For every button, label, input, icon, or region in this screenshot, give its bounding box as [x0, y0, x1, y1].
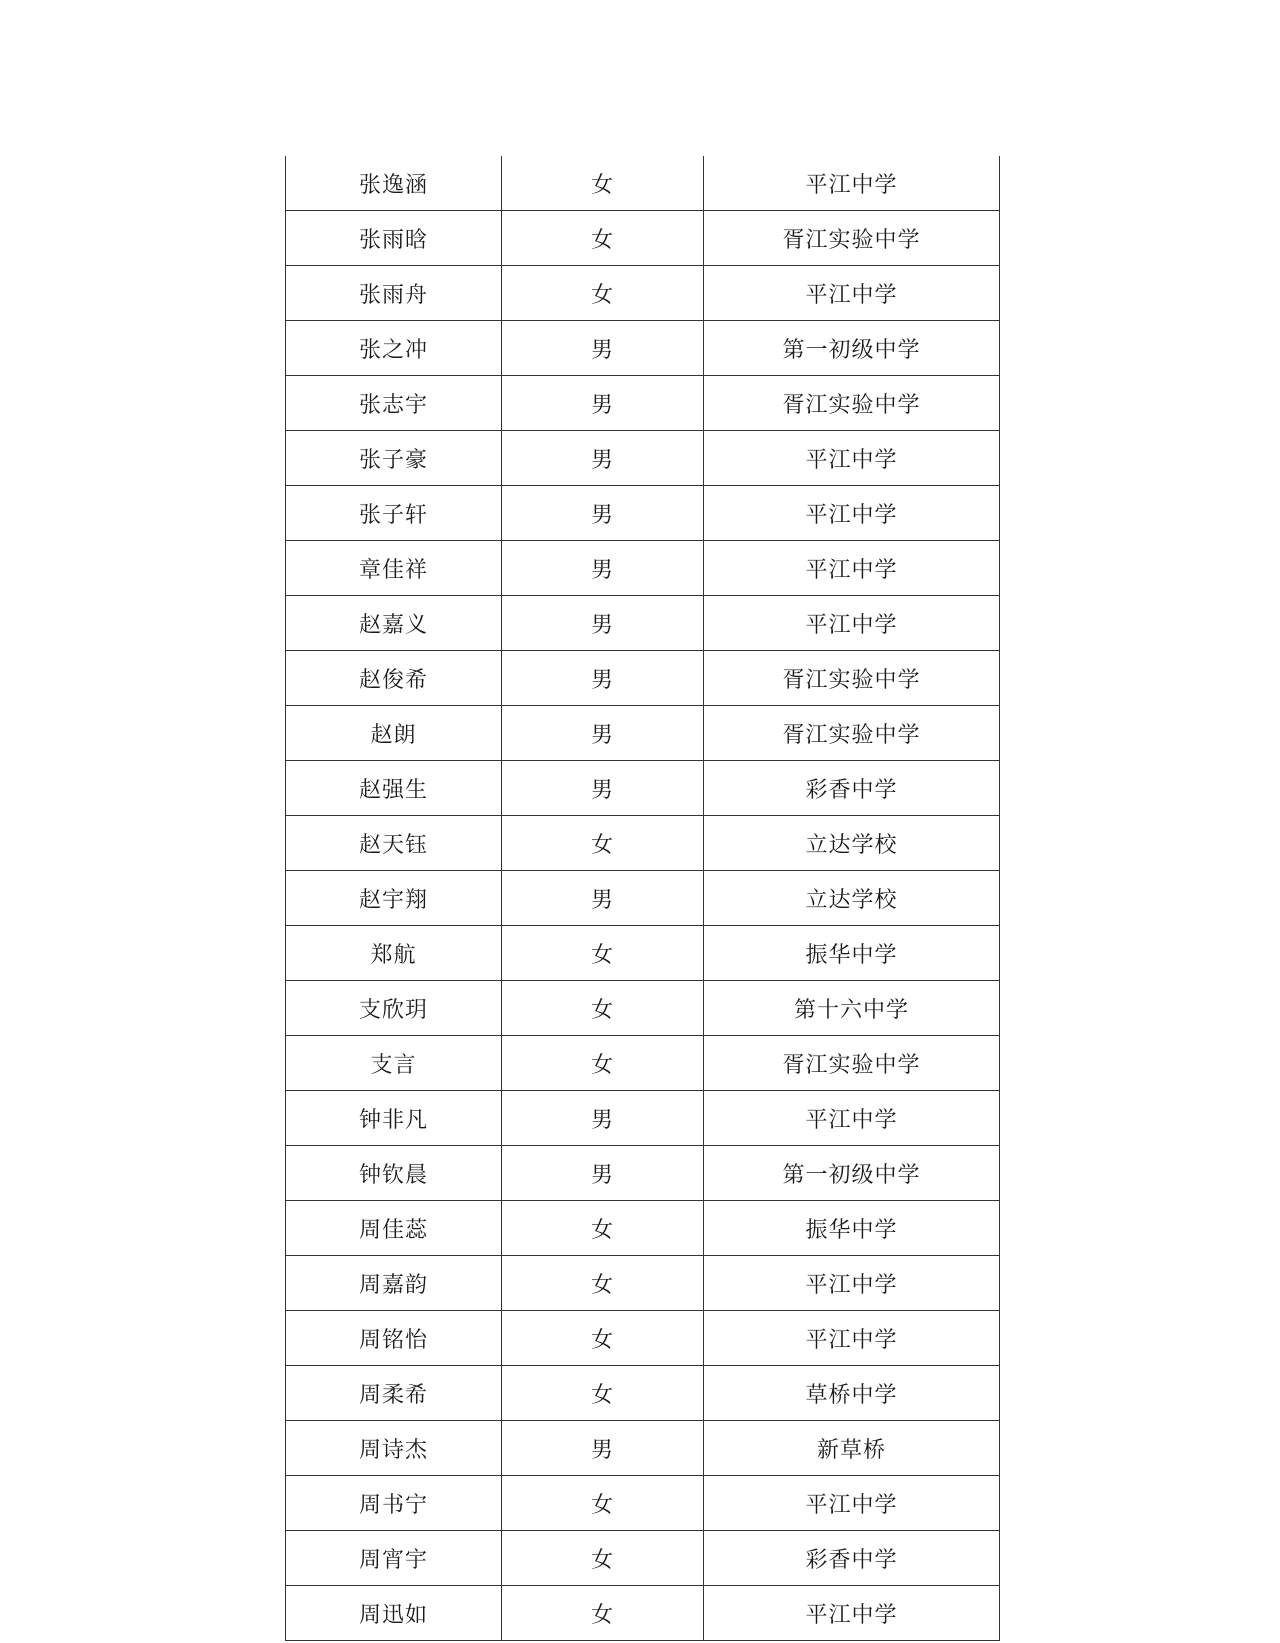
student-name-cell: 赵嘉义 — [286, 596, 502, 651]
student-name-cell: 周铭怡 — [286, 1311, 502, 1366]
gender-cell: 女 — [502, 1366, 704, 1421]
table-row — [286, 871, 1000, 926]
student-name-cell: 张之冲 — [286, 321, 502, 376]
table-row — [286, 376, 1000, 431]
table-row — [286, 1586, 1000, 1641]
student-name-cell: 章佳祥 — [286, 541, 502, 596]
table-row — [286, 981, 1000, 1036]
school-cell: 振华中学 — [704, 926, 1000, 981]
gender-cell: 男 — [502, 376, 704, 431]
student-name-cell: 周佳蕊 — [286, 1201, 502, 1256]
table-row — [286, 1311, 1000, 1366]
student-name-cell: 周嘉韵 — [286, 1256, 502, 1311]
gender-cell: 女 — [502, 1476, 704, 1531]
school-cell: 第十六中学 — [704, 981, 1000, 1036]
school-cell: 第一初级中学 — [704, 1146, 1000, 1201]
table-row — [286, 1146, 1000, 1201]
school-cell: 平江中学 — [704, 1476, 1000, 1531]
table-row — [286, 706, 1000, 761]
school-cell: 胥江实验中学 — [704, 211, 1000, 266]
gender-cell: 男 — [502, 541, 704, 596]
student-name-cell: 支欣玥 — [286, 981, 502, 1036]
school-cell: 平江中学 — [704, 156, 1000, 211]
gender-cell: 女 — [502, 981, 704, 1036]
table-row — [286, 1531, 1000, 1586]
table-row — [286, 266, 1000, 321]
gender-cell: 女 — [502, 1531, 704, 1586]
student-name-cell: 赵朗 — [286, 706, 502, 761]
school-cell: 第一初级中学 — [704, 321, 1000, 376]
student-name-cell: 支言 — [286, 1036, 502, 1091]
gender-cell: 男 — [502, 651, 704, 706]
school-cell: 新草桥 — [704, 1421, 1000, 1476]
gender-cell: 男 — [502, 596, 704, 651]
student-name-cell: 钟非凡 — [286, 1091, 502, 1146]
school-cell: 平江中学 — [704, 541, 1000, 596]
student-name-cell: 张志宇 — [286, 376, 502, 431]
gender-cell: 男 — [502, 706, 704, 761]
gender-cell: 女 — [502, 1201, 704, 1256]
gender-cell: 男 — [502, 871, 704, 926]
student-name-cell: 赵宇翔 — [286, 871, 502, 926]
student-name-cell: 周书宁 — [286, 1476, 502, 1531]
student-name-cell: 周迅如 — [286, 1586, 502, 1641]
gender-cell: 女 — [502, 211, 704, 266]
school-cell: 平江中学 — [704, 1256, 1000, 1311]
table-row — [286, 651, 1000, 706]
school-cell: 胥江实验中学 — [704, 651, 1000, 706]
school-cell: 平江中学 — [704, 1311, 1000, 1366]
school-cell: 平江中学 — [704, 431, 1000, 486]
student-name-cell: 张子豪 — [286, 431, 502, 486]
student-name-cell: 张雨舟 — [286, 266, 502, 321]
gender-cell: 男 — [502, 321, 704, 376]
student-name-cell: 周柔希 — [286, 1366, 502, 1421]
student-name-cell: 张逸涵 — [286, 156, 502, 211]
school-cell: 平江中学 — [704, 266, 1000, 321]
student-list-table — [285, 156, 1000, 1641]
gender-cell: 女 — [502, 1036, 704, 1091]
school-cell: 彩香中学 — [704, 1531, 1000, 1586]
gender-cell: 男 — [502, 486, 704, 541]
table-row — [286, 211, 1000, 266]
table-row — [286, 321, 1000, 376]
table-row — [286, 1421, 1000, 1476]
student-name-cell: 钟钦晨 — [286, 1146, 502, 1201]
table-row — [286, 156, 1000, 211]
school-cell: 胥江实验中学 — [704, 706, 1000, 761]
table-row — [286, 926, 1000, 981]
school-cell: 立达学校 — [704, 871, 1000, 926]
table-row — [286, 541, 1000, 596]
student-name-cell: 周宵宇 — [286, 1531, 502, 1586]
school-cell: 平江中学 — [704, 1091, 1000, 1146]
school-cell: 立达学校 — [704, 816, 1000, 871]
gender-cell: 女 — [502, 1256, 704, 1311]
gender-cell: 女 — [502, 926, 704, 981]
gender-cell: 男 — [502, 1091, 704, 1146]
gender-cell: 女 — [502, 266, 704, 321]
table-row — [286, 816, 1000, 871]
table-row — [286, 1091, 1000, 1146]
gender-cell: 女 — [502, 156, 704, 211]
gender-cell: 女 — [502, 1586, 704, 1641]
table-row — [286, 1036, 1000, 1091]
gender-cell: 女 — [502, 1311, 704, 1366]
school-cell: 胥江实验中学 — [704, 376, 1000, 431]
gender-cell: 男 — [502, 1421, 704, 1476]
school-cell: 平江中学 — [704, 486, 1000, 541]
gender-cell: 男 — [502, 431, 704, 486]
student-name-cell: 赵俊希 — [286, 651, 502, 706]
student-name-cell: 赵强生 — [286, 761, 502, 816]
student-name-cell: 张子轩 — [286, 486, 502, 541]
school-cell: 胥江实验中学 — [704, 1036, 1000, 1091]
table-body — [286, 156, 1000, 1641]
student-name-cell: 张雨晗 — [286, 211, 502, 266]
gender-cell: 男 — [502, 761, 704, 816]
school-cell: 振华中学 — [704, 1201, 1000, 1256]
student-name-cell: 赵天钰 — [286, 816, 502, 871]
gender-cell: 男 — [502, 1146, 704, 1201]
table-row — [286, 1476, 1000, 1531]
table-row — [286, 1366, 1000, 1421]
school-cell: 平江中学 — [704, 596, 1000, 651]
gender-cell: 女 — [502, 816, 704, 871]
table-row — [286, 1256, 1000, 1311]
table-row — [286, 1201, 1000, 1256]
school-cell: 草桥中学 — [704, 1366, 1000, 1421]
table-row — [286, 431, 1000, 486]
student-name-cell: 周诗杰 — [286, 1421, 502, 1476]
student-name-cell: 郑航 — [286, 926, 502, 981]
table-row — [286, 761, 1000, 816]
table-row — [286, 486, 1000, 541]
table-row — [286, 596, 1000, 651]
school-cell: 平江中学 — [704, 1586, 1000, 1641]
school-cell: 彩香中学 — [704, 761, 1000, 816]
